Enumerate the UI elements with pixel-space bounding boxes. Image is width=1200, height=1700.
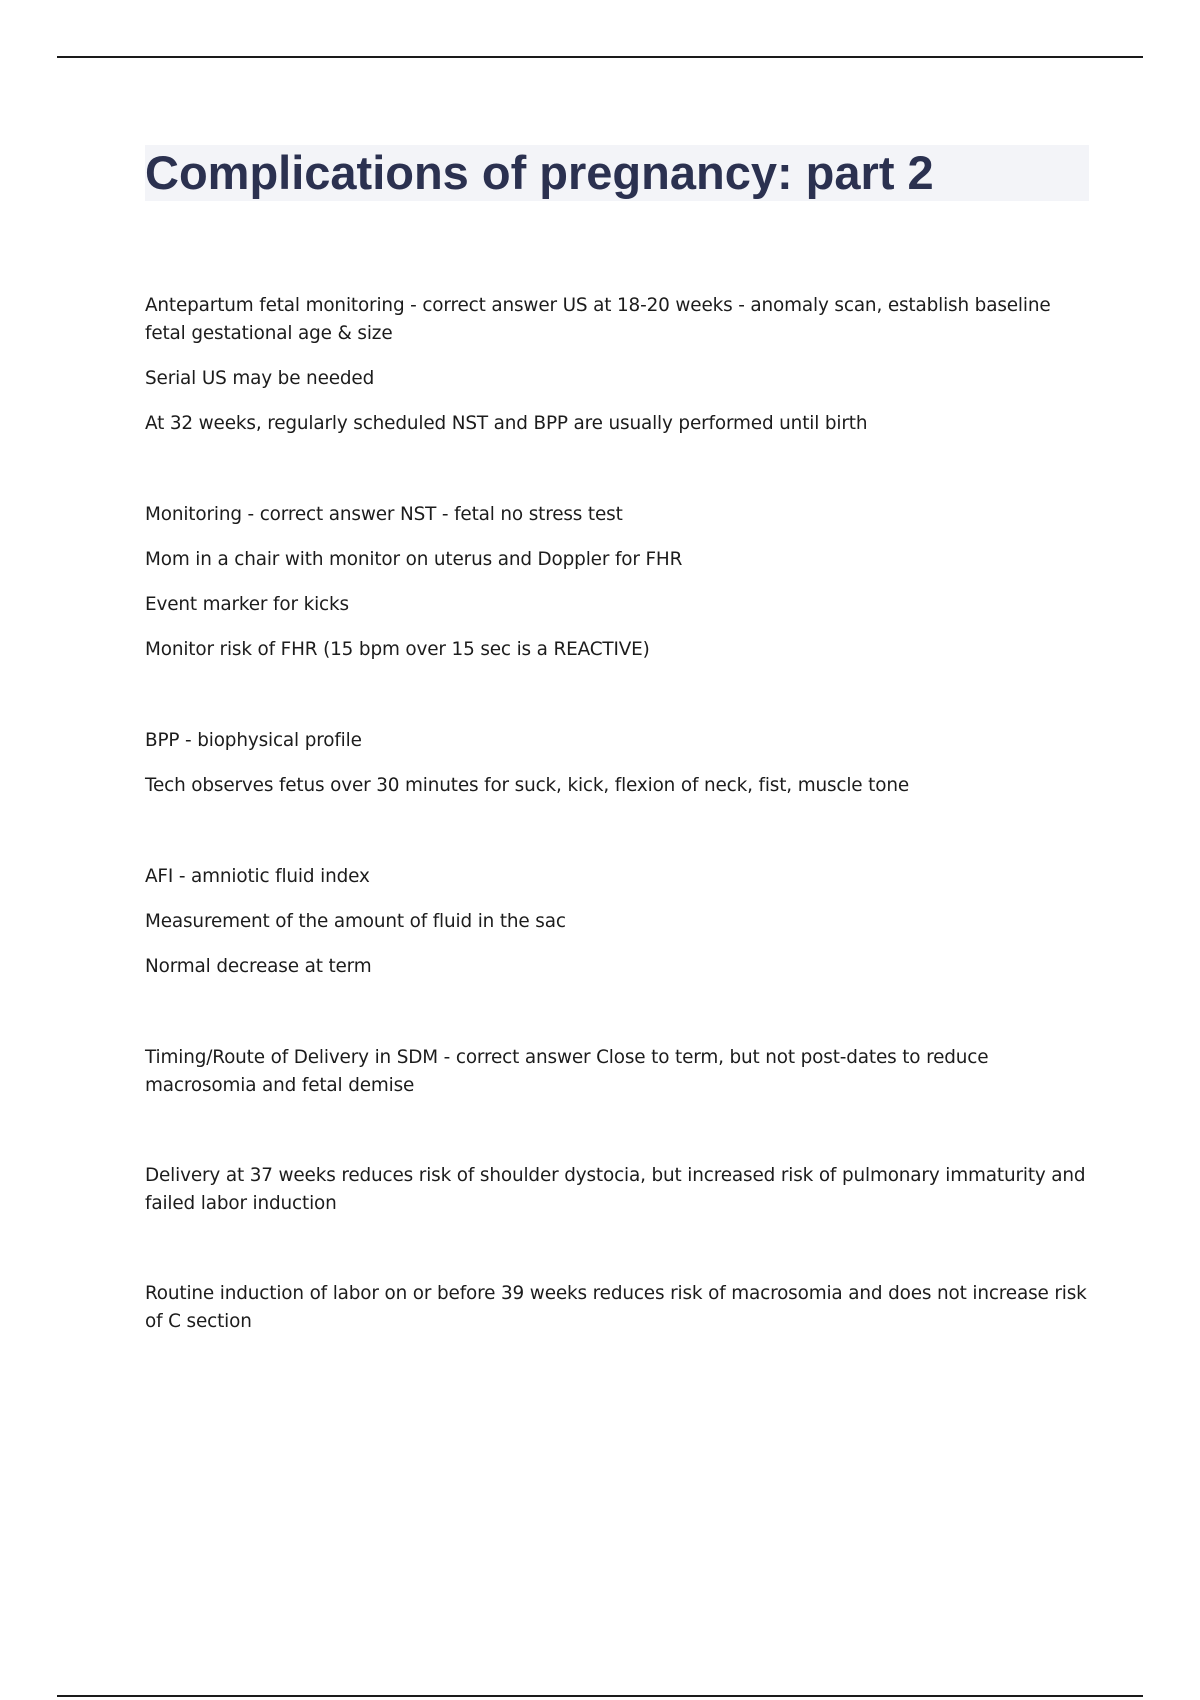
paragraph: Tech observes fetus over 30 minutes for suck, kick, flexion of neck, fist, muscle tone (145, 775, 910, 796)
section-timing-route-delivery (145, 1044, 1090, 1100)
paragraph: Serial US may be needed (145, 368, 375, 389)
section-delivery-37-weeks (145, 1162, 1090, 1218)
paragraph: Routine induction of labor on or before 39 weeks reduces risk of macrosomia and does not increase risk of C section (145, 1283, 1087, 1332)
section-afi (145, 863, 1090, 981)
paragraph: Timing/Route of Delivery in SDM - correct answer Close to term, but not post-dates to reduce macrosomia and fetal demise (145, 1047, 989, 1096)
document-body (145, 292, 1090, 1336)
paragraph: At 32 weeks, regularly scheduled NST and BPP are usually performed until birth (145, 413, 868, 434)
section-antepartum-monitoring (145, 292, 1090, 438)
section-nst-monitoring (145, 501, 1090, 664)
section-bpp (145, 727, 1090, 800)
section-routine-induction (145, 1280, 1090, 1336)
paragraph: Antepartum fetal monitoring - correct answer US at 18-20 weeks - anomaly scan, establish baseline fetal gestational age & size (145, 295, 1051, 344)
paragraph: Measurement of the amount of fluid in the sac (145, 911, 566, 932)
paragraph: Delivery at 37 weeks reduces risk of shoulder dystocia, but increased risk of pulmonary immaturity and failed labor induction (145, 1165, 1086, 1214)
paragraph: Monitor risk of FHR (15 bpm over 15 sec is a REACTIVE) (145, 639, 650, 660)
paragraph: AFI - amniotic fluid index (145, 866, 370, 887)
paragraph: Event marker for kicks (145, 594, 349, 615)
paragraph: Monitoring - correct answer NST - fetal no stress test (145, 504, 623, 525)
paragraph: Mom in a chair with monitor on uterus and Doppler for FHR (145, 549, 683, 570)
bottom-divider (57, 1695, 1143, 1697)
page-title: Complications of pregnancy: part 2 (145, 146, 934, 199)
paragraph: Normal decrease at term (145, 956, 372, 977)
top-divider (57, 56, 1143, 58)
paragraph: BPP - biophysical profile (145, 730, 362, 751)
